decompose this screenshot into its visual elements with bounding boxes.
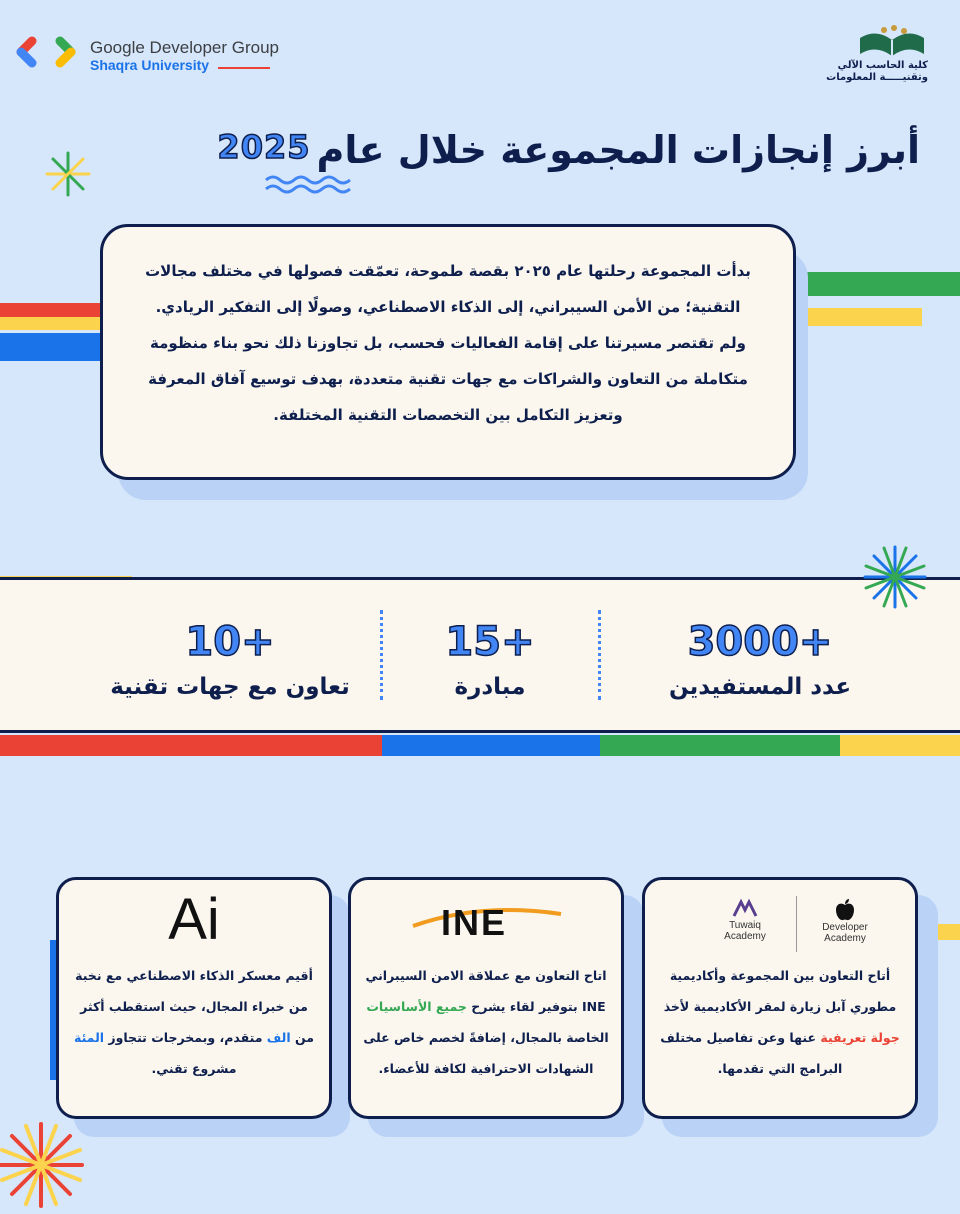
stat-collaborations: [90, 620, 370, 700]
apple-icon: [834, 898, 856, 922]
college-logo: [854, 24, 930, 60]
color-strip-yellow: [840, 735, 960, 756]
stat-beneficiaries: [640, 620, 880, 700]
color-strip-green: [600, 735, 840, 756]
color-strip-blue: [382, 735, 600, 756]
deco-bar-yellow-left: [0, 317, 100, 330]
logo-divider: [796, 896, 797, 952]
apple-developer-logo: [813, 898, 877, 944]
deco-bar-red-left: [0, 303, 100, 317]
starburst-icon: [0, 1120, 86, 1210]
stat-label: عدد المستفيدين: [668, 674, 852, 700]
text-part: الخاصة بالمجال، إضافةً لخصم خاص على الشهادات الاحترافية لكافة للأعضاء.: [363, 1030, 609, 1076]
deco-bar-blue-left: [0, 333, 100, 361]
text-part: مشروع تقني.: [151, 1061, 237, 1076]
highlight-basics: جميع الأساسيات: [366, 999, 467, 1014]
stat-label: تعاون مع جهات تقنية: [110, 674, 350, 700]
tuwaiq-line1: Tuwaiq: [729, 920, 761, 931]
starburst-icon: [862, 544, 928, 610]
starburst-decoration-stats: [862, 544, 928, 614]
starburst-decoration-top: [44, 150, 92, 202]
text-part: عنها وعن تفاصيل مختلف البرامج التي تقدمها.: [660, 1030, 843, 1076]
title-text: أبرز إنجازات المجموعة خلال عام: [316, 128, 920, 172]
title-year: 2025: [217, 128, 311, 166]
apple-line1: Developer: [822, 922, 868, 933]
card-apple-academy: [642, 877, 918, 1119]
text-part: أتاح التعاون بين المجموعة وأكاديمية مطوري آبل زيارة لمقر الأكاديمية لأخذ: [663, 968, 897, 1014]
highlight-tour: جولة تعريفية: [820, 1030, 900, 1045]
wave-icon: [264, 172, 352, 196]
stat-value: 15+: [445, 619, 535, 665]
college-name: [826, 60, 928, 84]
stat-label: مبادرة: [454, 674, 526, 700]
card-apple-description: [657, 960, 903, 1084]
page-title: [217, 128, 920, 172]
ai-logo: Ai: [168, 887, 220, 952]
tuwaiq-icon: [730, 898, 760, 920]
open-book-icon: [854, 24, 930, 60]
color-strip-red: [0, 735, 382, 756]
intro-paragraph-2: ولم تقتصر مسيرتنا على إقامة الفعاليات فحسب، بل تجاوزنا ذلك نحو بناء منظومة متكاملة من التعاون والشراكات مع جهات تقنية متعددة، بهدف توسيع آفاق المعرفة وتعزيز التكامل بين التخصصات التقنية المختلفة.: [148, 334, 748, 424]
text-part: متقدم، وبمخرجات تتجاوز: [104, 1030, 267, 1045]
stat-value: 10+: [185, 619, 275, 665]
gdg-underline: [218, 67, 270, 69]
ine-logo-text: INE: [441, 902, 508, 943]
highlight-hundred: المئة: [74, 1030, 105, 1045]
intro-paragraph-1: بدأت المجموعة رحلتها عام ٢٠٢٥ بقصة طموحة، تعمّقت فصولها في مختلف مجالات التقنية؛ من الأمن السيبراني، إلى الذكاء الاصطناعي، وصولًا إلى التفكير الريادي.: [145, 262, 751, 316]
stat-value: 3000+: [687, 619, 833, 665]
gdg-name: Google Developer Group: [90, 38, 280, 57]
stat-initiatives: [400, 620, 580, 700]
stat-divider: [380, 610, 383, 700]
college-name-line1: كلية الحاسب الآلي: [837, 60, 928, 71]
card-ine-description: [363, 960, 609, 1084]
wave-underline: [264, 172, 352, 200]
card-ai-description: [71, 960, 317, 1084]
intro-card: [100, 224, 796, 480]
apple-line2: Academy: [824, 933, 866, 944]
card-ai-bootcamp: [56, 877, 332, 1119]
text-part: أقيم معسكر الذكاء الاصطناعي مع نخبة من خبراء المجال، حيث استقطب أكثر من: [75, 968, 314, 1045]
starburst-icon: [44, 150, 92, 198]
card-ine: [348, 877, 624, 1119]
highlight-thousand: الف: [266, 1030, 291, 1045]
gdg-brackets-icon: [16, 36, 86, 74]
gdg-university: Shaqra University: [90, 57, 210, 73]
tuwaiq-logo: [715, 898, 775, 942]
tuwaiq-line2: Academy: [724, 931, 766, 942]
text-part: اتاح التعاون مع عملاقة الامن السيبراني INE بتوفير لقاء يشرح: [365, 968, 607, 1014]
ine-logo: [411, 900, 571, 946]
gdg-logo: [16, 36, 86, 74]
college-name-line2: وتقنيـــــة المعلومات: [826, 72, 928, 83]
deco-bar-green-right: [796, 272, 960, 296]
stat-divider: [598, 610, 601, 700]
